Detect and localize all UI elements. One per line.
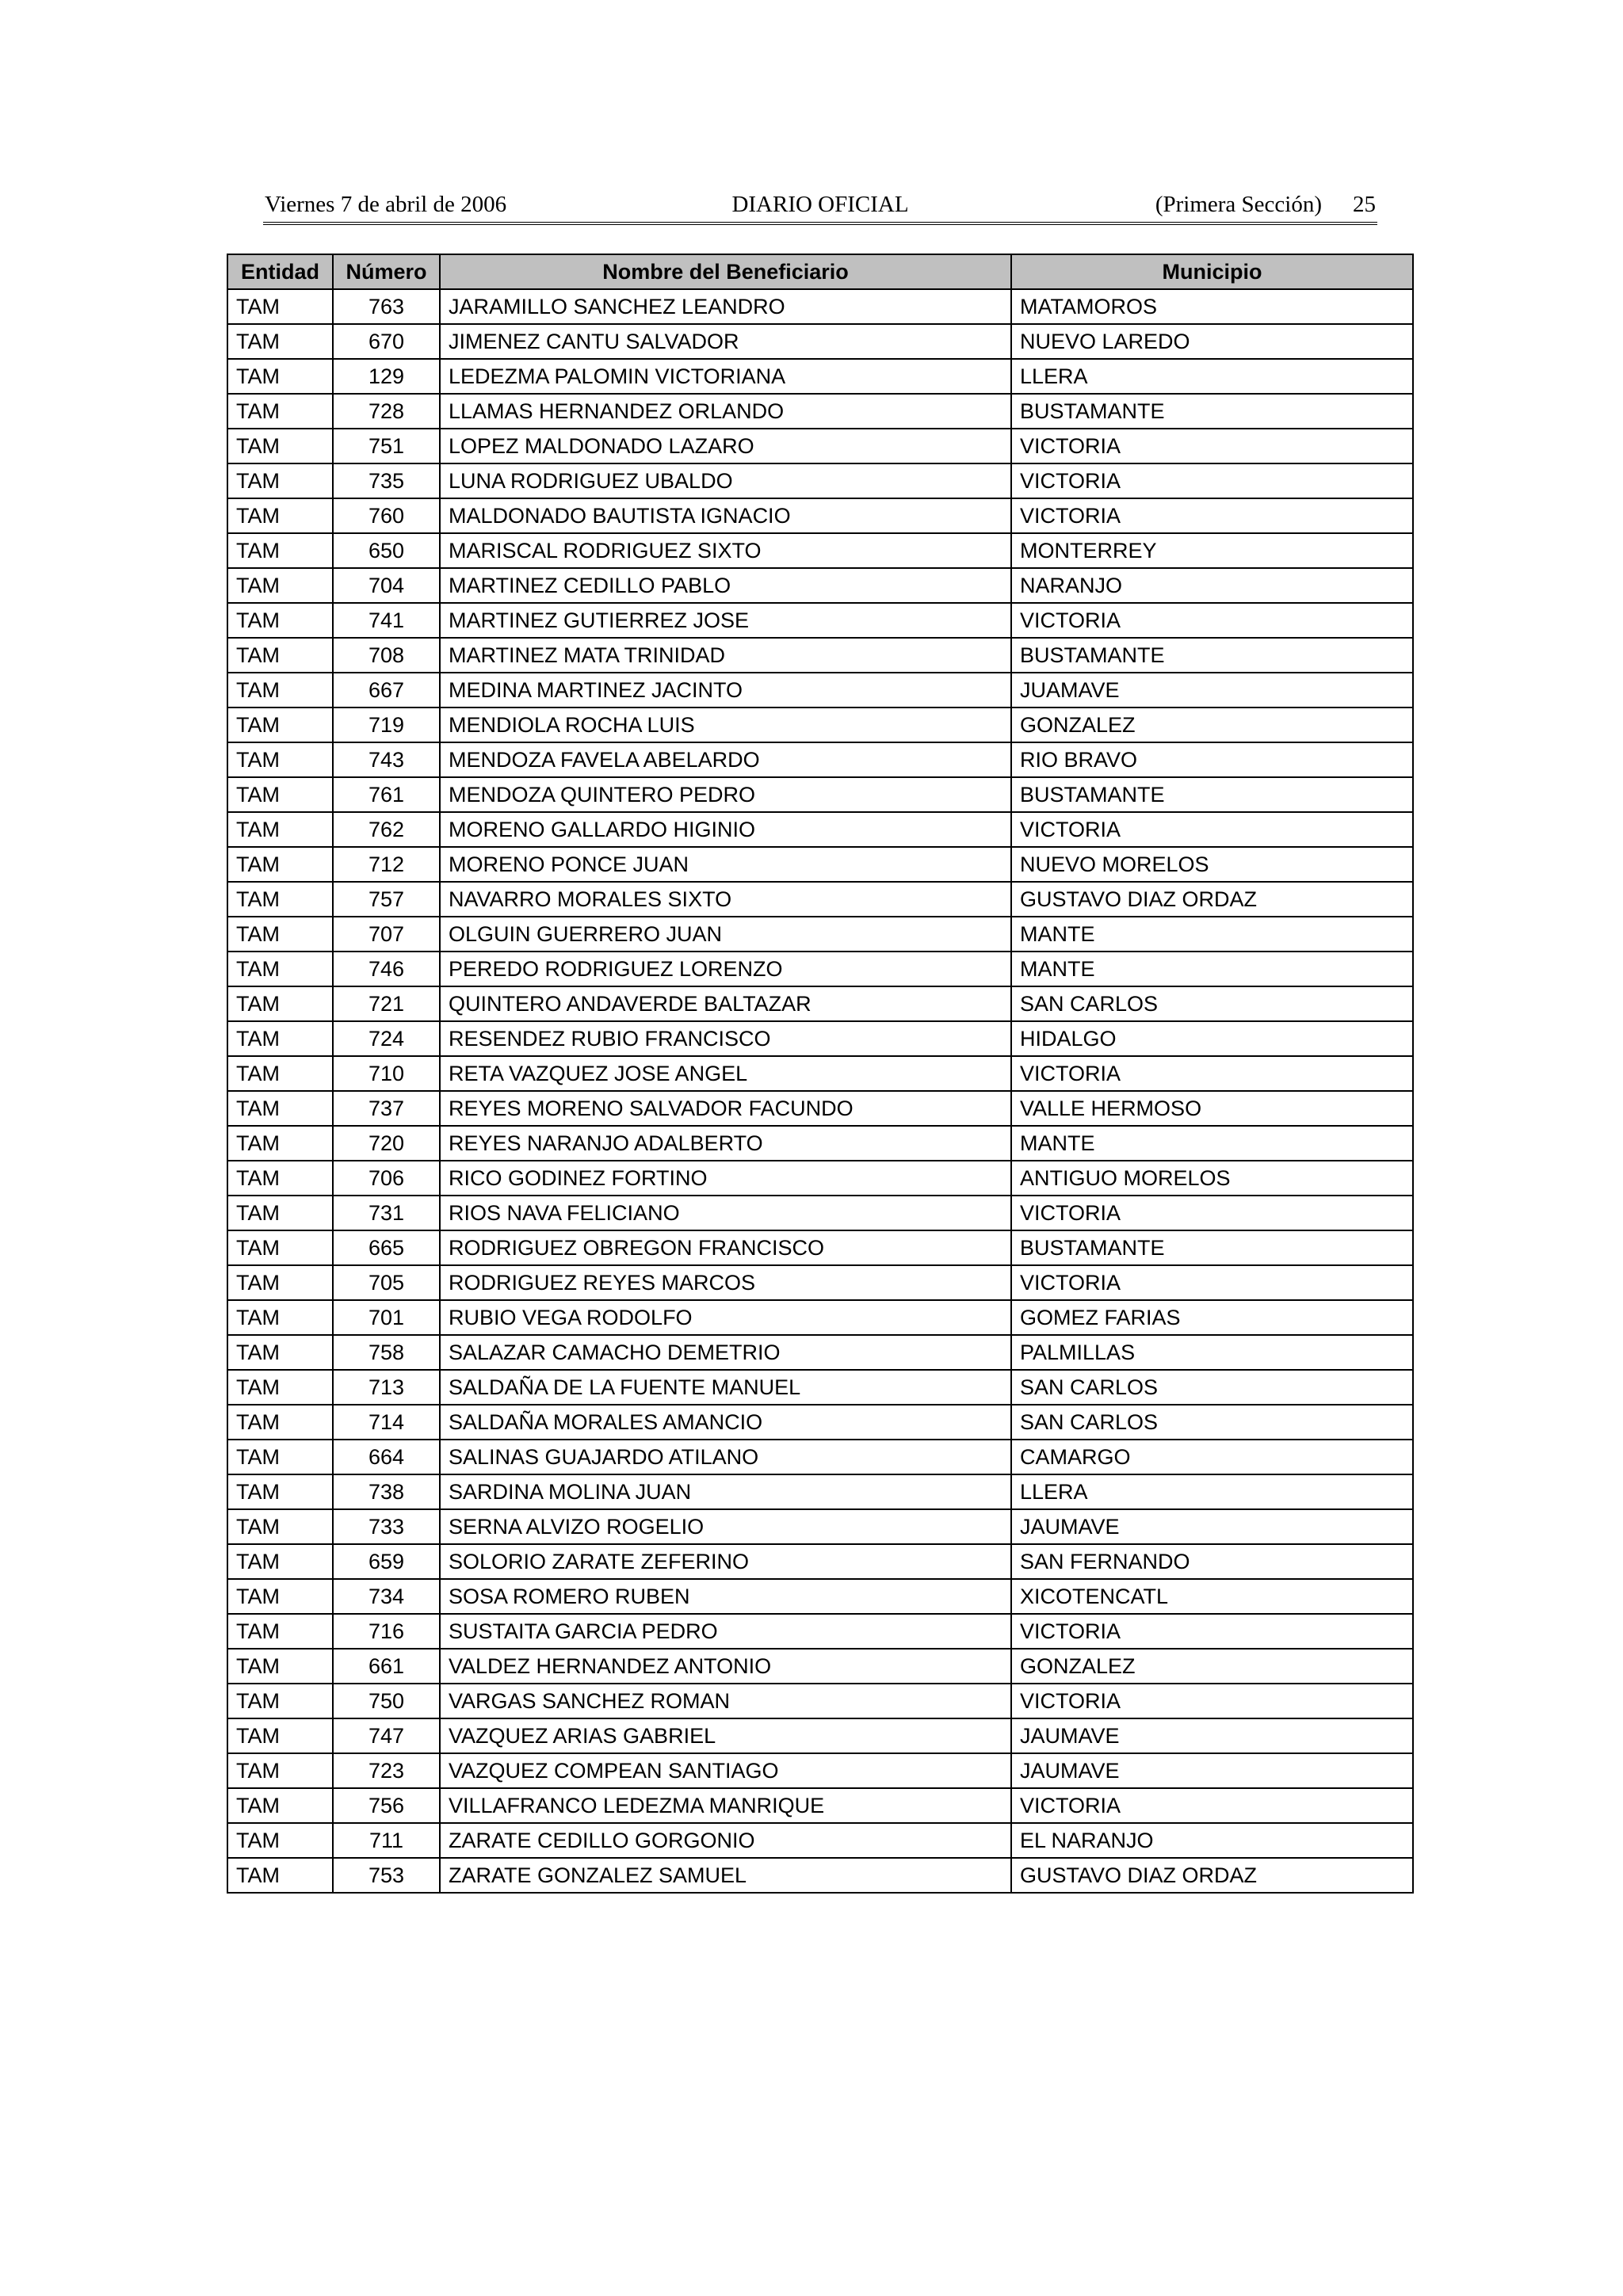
- cell-municipio: VICTORIA: [1011, 1196, 1413, 1230]
- cell-entidad: TAM: [227, 1440, 333, 1474]
- cell-nombre: REYES NARANJO ADALBERTO: [440, 1126, 1011, 1161]
- cell-entidad: TAM: [227, 742, 333, 777]
- cell-numero: 708: [333, 638, 440, 673]
- table-row: [227, 498, 1413, 533]
- cell-nombre: RODRIGUEZ REYES MARCOS: [440, 1265, 1011, 1300]
- table-row: [227, 1649, 1413, 1684]
- cell-numero: 710: [333, 1056, 440, 1091]
- cell-entidad: TAM: [227, 673, 333, 707]
- cell-municipio: BUSTAMANTE: [1011, 1230, 1413, 1265]
- cell-entidad: TAM: [227, 1788, 333, 1823]
- table-row: [227, 533, 1413, 568]
- cell-entidad: TAM: [227, 359, 333, 394]
- cell-numero: 665: [333, 1230, 440, 1265]
- table-row: [227, 359, 1413, 394]
- cell-nombre: SALDAÑA DE LA FUENTE MANUEL: [440, 1370, 1011, 1405]
- cell-municipio: NUEVO MORELOS: [1011, 847, 1413, 882]
- cell-entidad: TAM: [227, 1718, 333, 1753]
- cell-entidad: TAM: [227, 289, 333, 324]
- cell-municipio: BUSTAMANTE: [1011, 777, 1413, 812]
- cell-nombre: MENDIOLA ROCHA LUIS: [440, 707, 1011, 742]
- cell-nombre: RICO GODINEZ FORTINO: [440, 1161, 1011, 1196]
- table-row: [227, 1230, 1413, 1265]
- table-row: [227, 882, 1413, 917]
- cell-numero: 733: [333, 1509, 440, 1544]
- cell-nombre: MARTINEZ GUTIERREZ JOSE: [440, 603, 1011, 638]
- cell-numero: 758: [333, 1335, 440, 1370]
- cell-nombre: VARGAS SANCHEZ ROMAN: [440, 1684, 1011, 1718]
- cell-nombre: MARISCAL RODRIGUEZ SIXTO: [440, 533, 1011, 568]
- cell-municipio: VICTORIA: [1011, 429, 1413, 463]
- table-row: [227, 638, 1413, 673]
- table-body: [227, 289, 1413, 1893]
- cell-numero: 738: [333, 1474, 440, 1509]
- cell-nombre: MENDOZA FAVELA ABELARDO: [440, 742, 1011, 777]
- cell-numero: 723: [333, 1753, 440, 1788]
- cell-entidad: TAM: [227, 1858, 333, 1893]
- table-row: [227, 1753, 1413, 1788]
- cell-municipio: VICTORIA: [1011, 463, 1413, 498]
- cell-municipio: JAUMAVE: [1011, 1509, 1413, 1544]
- cell-nombre: OLGUIN GUERRERO JUAN: [440, 917, 1011, 952]
- cell-municipio: JUAMAVE: [1011, 673, 1413, 707]
- table-row: [227, 1614, 1413, 1649]
- cell-entidad: TAM: [227, 1021, 333, 1056]
- cell-municipio: VICTORIA: [1011, 812, 1413, 847]
- cell-nombre: SOLORIO ZARATE ZEFERINO: [440, 1544, 1011, 1579]
- cell-entidad: TAM: [227, 1753, 333, 1788]
- cell-nombre: JIMENEZ CANTU SALVADOR: [440, 324, 1011, 359]
- cell-numero: 753: [333, 1858, 440, 1893]
- cell-entidad: TAM: [227, 917, 333, 952]
- cell-entidad: TAM: [227, 1544, 333, 1579]
- cell-numero: 737: [333, 1091, 440, 1126]
- cell-entidad: TAM: [227, 1614, 333, 1649]
- cell-municipio: MONTERREY: [1011, 533, 1413, 568]
- table-row: [227, 1161, 1413, 1196]
- cell-municipio: PALMILLAS: [1011, 1335, 1413, 1370]
- cell-municipio: LLERA: [1011, 1474, 1413, 1509]
- cell-numero: 670: [333, 324, 440, 359]
- cell-nombre: SUSTAITA GARCIA PEDRO: [440, 1614, 1011, 1649]
- cell-municipio: JAUMAVE: [1011, 1718, 1413, 1753]
- cell-numero: 743: [333, 742, 440, 777]
- cell-municipio: VICTORIA: [1011, 1265, 1413, 1300]
- cell-nombre: VILLAFRANCO LEDEZMA MANRIQUE: [440, 1788, 1011, 1823]
- table-row: [227, 1021, 1413, 1056]
- table-row: [227, 1126, 1413, 1161]
- cell-numero: 704: [333, 568, 440, 603]
- cell-numero: 711: [333, 1823, 440, 1858]
- cell-numero: 757: [333, 882, 440, 917]
- table-row: [227, 1335, 1413, 1370]
- cell-nombre: MARTINEZ MATA TRINIDAD: [440, 638, 1011, 673]
- cell-municipio: JAUMAVE: [1011, 1753, 1413, 1788]
- cell-municipio: HIDALGO: [1011, 1021, 1413, 1056]
- cell-nombre: SALAZAR CAMACHO DEMETRIO: [440, 1335, 1011, 1370]
- cell-entidad: TAM: [227, 777, 333, 812]
- cell-municipio: NARANJO: [1011, 568, 1413, 603]
- table-row: [227, 1370, 1413, 1405]
- table-row: [227, 289, 1413, 324]
- cell-entidad: TAM: [227, 638, 333, 673]
- page-header: [263, 190, 1377, 225]
- cell-numero: 706: [333, 1161, 440, 1196]
- cell-municipio: VICTORIA: [1011, 1614, 1413, 1649]
- cell-municipio: RIO BRAVO: [1011, 742, 1413, 777]
- cell-entidad: TAM: [227, 1335, 333, 1370]
- cell-nombre: RETA VAZQUEZ JOSE ANGEL: [440, 1056, 1011, 1091]
- table-row: [227, 463, 1413, 498]
- cell-nombre: REYES MORENO SALVADOR FACUNDO: [440, 1091, 1011, 1126]
- table-row: [227, 394, 1413, 429]
- cell-numero: 763: [333, 289, 440, 324]
- table-row: [227, 1405, 1413, 1440]
- cell-nombre: SOSA ROMERO RUBEN: [440, 1579, 1011, 1614]
- cell-entidad: TAM: [227, 1509, 333, 1544]
- cell-municipio: MANTE: [1011, 917, 1413, 952]
- cell-entidad: TAM: [227, 1056, 333, 1091]
- cell-nombre: ZARATE CEDILLO GORGONIO: [440, 1823, 1011, 1858]
- cell-nombre: PEREDO RODRIGUEZ LORENZO: [440, 952, 1011, 986]
- cell-entidad: TAM: [227, 1196, 333, 1230]
- cell-municipio: VICTORIA: [1011, 1684, 1413, 1718]
- cell-municipio: GOMEZ FARIAS: [1011, 1300, 1413, 1335]
- cell-nombre: NAVARRO MORALES SIXTO: [440, 882, 1011, 917]
- column-header-entidad: Entidad: [227, 254, 333, 289]
- cell-nombre: ZARATE GONZALEZ SAMUEL: [440, 1858, 1011, 1893]
- table-row: [227, 673, 1413, 707]
- column-header-numero: Número: [333, 254, 440, 289]
- cell-numero: 762: [333, 812, 440, 847]
- table-row: [227, 777, 1413, 812]
- cell-municipio: ANTIGUO MORELOS: [1011, 1161, 1413, 1196]
- cell-numero: 724: [333, 1021, 440, 1056]
- cell-entidad: TAM: [227, 463, 333, 498]
- cell-municipio: NUEVO LAREDO: [1011, 324, 1413, 359]
- cell-municipio: MATAMOROS: [1011, 289, 1413, 324]
- column-header-municipio: Municipio: [1011, 254, 1413, 289]
- table-row: [227, 847, 1413, 882]
- table-row: [227, 1196, 1413, 1230]
- cell-nombre: RUBIO VEGA RODOLFO: [440, 1300, 1011, 1335]
- cell-entidad: TAM: [227, 603, 333, 638]
- table-row: [227, 1823, 1413, 1858]
- cell-nombre: VAZQUEZ COMPEAN SANTIAGO: [440, 1753, 1011, 1788]
- cell-nombre: QUINTERO ANDAVERDE BALTAZAR: [440, 986, 1011, 1021]
- table-row: [227, 1474, 1413, 1509]
- cell-numero: 751: [333, 429, 440, 463]
- cell-municipio: LLERA: [1011, 359, 1413, 394]
- table-row: [227, 707, 1413, 742]
- cell-municipio: SAN FERNANDO: [1011, 1544, 1413, 1579]
- cell-entidad: TAM: [227, 1370, 333, 1405]
- cell-numero: 731: [333, 1196, 440, 1230]
- table-row: [227, 1300, 1413, 1335]
- cell-numero: 756: [333, 1788, 440, 1823]
- cell-nombre: MEDINA MARTINEZ JACINTO: [440, 673, 1011, 707]
- cell-entidad: TAM: [227, 324, 333, 359]
- cell-municipio: SAN CARLOS: [1011, 986, 1413, 1021]
- cell-municipio: EL NARANJO: [1011, 1823, 1413, 1858]
- cell-nombre: LOPEZ MALDONADO LAZARO: [440, 429, 1011, 463]
- cell-entidad: TAM: [227, 707, 333, 742]
- cell-municipio: VICTORIA: [1011, 1788, 1413, 1823]
- cell-nombre: SALDAÑA MORALES AMANCIO: [440, 1405, 1011, 1440]
- table-row: [227, 1056, 1413, 1091]
- cell-nombre: LLAMAS HERNANDEZ ORLANDO: [440, 394, 1011, 429]
- cell-nombre: MENDOZA QUINTERO PEDRO: [440, 777, 1011, 812]
- cell-nombre: SARDINA MOLINA JUAN: [440, 1474, 1011, 1509]
- cell-numero: 705: [333, 1265, 440, 1300]
- cell-entidad: TAM: [227, 1230, 333, 1265]
- table-row: [227, 1718, 1413, 1753]
- cell-numero: 667: [333, 673, 440, 707]
- cell-numero: 713: [333, 1370, 440, 1405]
- cell-entidad: TAM: [227, 847, 333, 882]
- cell-municipio: GONZALEZ: [1011, 707, 1413, 742]
- cell-entidad: TAM: [227, 812, 333, 847]
- cell-municipio: VICTORIA: [1011, 498, 1413, 533]
- table-row: [227, 917, 1413, 952]
- cell-municipio: BUSTAMANTE: [1011, 394, 1413, 429]
- cell-entidad: TAM: [227, 1161, 333, 1196]
- cell-municipio: SAN CARLOS: [1011, 1405, 1413, 1440]
- cell-nombre: RIOS NAVA FELICIANO: [440, 1196, 1011, 1230]
- cell-entidad: TAM: [227, 394, 333, 429]
- cell-municipio: BUSTAMANTE: [1011, 638, 1413, 673]
- cell-numero: 701: [333, 1300, 440, 1335]
- cell-nombre: MALDONADO BAUTISTA IGNACIO: [440, 498, 1011, 533]
- cell-municipio: GUSTAVO DIAZ ORDAZ: [1011, 882, 1413, 917]
- column-header-nombre: Nombre del Beneficiario: [440, 254, 1011, 289]
- cell-municipio: GUSTAVO DIAZ ORDAZ: [1011, 1858, 1413, 1893]
- cell-numero: 719: [333, 707, 440, 742]
- header-date: Viernes 7 de abril de 2006: [265, 192, 507, 217]
- table-row: [227, 603, 1413, 638]
- cell-numero: 129: [333, 359, 440, 394]
- cell-entidad: TAM: [227, 533, 333, 568]
- cell-nombre: RESENDEZ RUBIO FRANCISCO: [440, 1021, 1011, 1056]
- table-row: [227, 1579, 1413, 1614]
- cell-municipio: CAMARGO: [1011, 1440, 1413, 1474]
- cell-numero: 721: [333, 986, 440, 1021]
- table-row: [227, 1265, 1413, 1300]
- cell-municipio: SAN CARLOS: [1011, 1370, 1413, 1405]
- cell-entidad: TAM: [227, 952, 333, 986]
- cell-numero: 735: [333, 463, 440, 498]
- cell-entidad: TAM: [227, 1684, 333, 1718]
- cell-nombre: SALINAS GUAJARDO ATILANO: [440, 1440, 1011, 1474]
- cell-numero: 661: [333, 1649, 440, 1684]
- cell-numero: 714: [333, 1405, 440, 1440]
- cell-nombre: LUNA RODRIGUEZ UBALDO: [440, 463, 1011, 498]
- cell-nombre: RODRIGUEZ OBREGON FRANCISCO: [440, 1230, 1011, 1265]
- cell-municipio: VICTORIA: [1011, 1056, 1413, 1091]
- cell-numero: 659: [333, 1544, 440, 1579]
- cell-entidad: TAM: [227, 568, 333, 603]
- cell-municipio: GONZALEZ: [1011, 1649, 1413, 1684]
- header-title: DIARIO OFICIAL: [731, 192, 909, 217]
- cell-entidad: TAM: [227, 1300, 333, 1335]
- cell-numero: 650: [333, 533, 440, 568]
- table-row: [227, 742, 1413, 777]
- cell-entidad: TAM: [227, 498, 333, 533]
- table-row: [227, 324, 1413, 359]
- cell-nombre: JARAMILLO SANCHEZ LEANDRO: [440, 289, 1011, 324]
- cell-municipio: MANTE: [1011, 952, 1413, 986]
- cell-numero: 734: [333, 1579, 440, 1614]
- cell-entidad: TAM: [227, 882, 333, 917]
- table-row: [227, 812, 1413, 847]
- table-row: [227, 1684, 1413, 1718]
- cell-nombre: MARTINEZ CEDILLO PABLO: [440, 568, 1011, 603]
- cell-numero: 760: [333, 498, 440, 533]
- cell-numero: 707: [333, 917, 440, 952]
- cell-entidad: TAM: [227, 1265, 333, 1300]
- cell-entidad: TAM: [227, 1405, 333, 1440]
- cell-nombre: MORENO GALLARDO HIGINIO: [440, 812, 1011, 847]
- table-row: [227, 429, 1413, 463]
- cell-numero: 761: [333, 777, 440, 812]
- cell-entidad: TAM: [227, 1649, 333, 1684]
- cell-entidad: TAM: [227, 1823, 333, 1858]
- cell-numero: 746: [333, 952, 440, 986]
- cell-municipio: MANTE: [1011, 1126, 1413, 1161]
- cell-municipio: XICOTENCATL: [1011, 1579, 1413, 1614]
- table-row: [227, 1440, 1413, 1474]
- cell-numero: 716: [333, 1614, 440, 1649]
- cell-nombre: LEDEZMA PALOMIN VICTORIANA: [440, 359, 1011, 394]
- cell-numero: 720: [333, 1126, 440, 1161]
- table-row: [227, 1509, 1413, 1544]
- table-row: [227, 1788, 1413, 1823]
- cell-entidad: TAM: [227, 1474, 333, 1509]
- header-page-number: 25: [1353, 192, 1376, 217]
- cell-numero: 664: [333, 1440, 440, 1474]
- table-row: [227, 1544, 1413, 1579]
- cell-entidad: TAM: [227, 1091, 333, 1126]
- table-row: [227, 986, 1413, 1021]
- cell-entidad: TAM: [227, 1579, 333, 1614]
- cell-entidad: TAM: [227, 986, 333, 1021]
- cell-nombre: MORENO PONCE JUAN: [440, 847, 1011, 882]
- beneficiaries-table: [227, 254, 1414, 1894]
- cell-entidad: TAM: [227, 1126, 333, 1161]
- cell-numero: 750: [333, 1684, 440, 1718]
- table-row: [227, 568, 1413, 603]
- table-header-row: [227, 254, 1413, 289]
- cell-numero: 747: [333, 1718, 440, 1753]
- header-section: (Primera Sección): [1155, 192, 1322, 217]
- cell-municipio: VICTORIA: [1011, 603, 1413, 638]
- table-row: [227, 1091, 1413, 1126]
- cell-numero: 712: [333, 847, 440, 882]
- cell-municipio: VALLE HERMOSO: [1011, 1091, 1413, 1126]
- cell-numero: 741: [333, 603, 440, 638]
- cell-nombre: VALDEZ HERNANDEZ ANTONIO: [440, 1649, 1011, 1684]
- cell-numero: 728: [333, 394, 440, 429]
- table-row: [227, 1858, 1413, 1893]
- cell-nombre: VAZQUEZ ARIAS GABRIEL: [440, 1718, 1011, 1753]
- cell-entidad: TAM: [227, 429, 333, 463]
- table-row: [227, 952, 1413, 986]
- cell-nombre: SERNA ALVIZO ROGELIO: [440, 1509, 1011, 1544]
